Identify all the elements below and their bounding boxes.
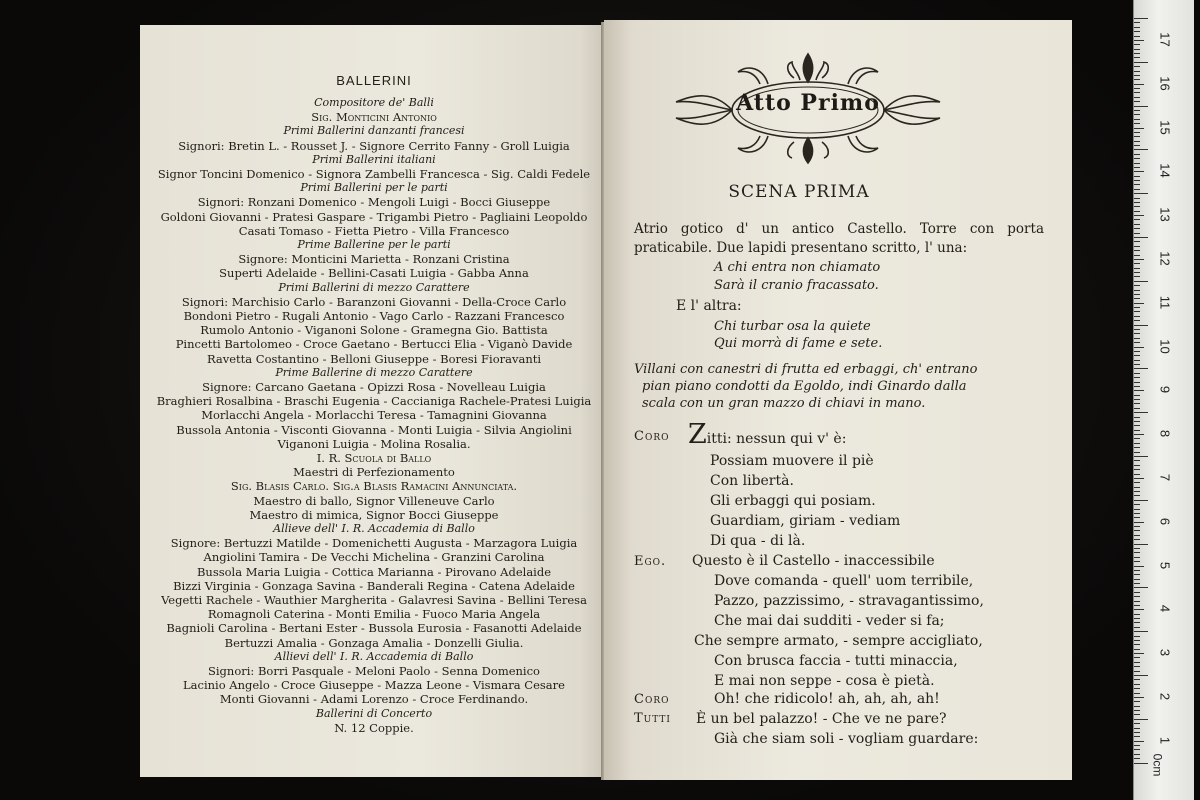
ruler-tick xyxy=(1134,303,1144,304)
ruler-tick xyxy=(1134,465,1140,466)
verse-line: Con libertà. xyxy=(710,473,794,489)
cast-section-heading: Primi Ballerini danzanti francesi xyxy=(283,124,465,138)
verse-line: Pazzo, pazzissimo, - stravagantissimo, xyxy=(714,593,984,609)
ruler-tick xyxy=(1134,347,1144,348)
ruler-tick xyxy=(1134,693,1140,694)
ruler-tick xyxy=(1134,447,1140,448)
verse-line: Possiam muovere il piè xyxy=(710,453,874,469)
speaker-coro: Coro xyxy=(634,692,670,707)
cast-line: N. 12 Coppie. xyxy=(334,720,414,735)
ruler-tick xyxy=(1134,469,1140,470)
cast-line: Signore: Carcano Gaetana - Opizzi Rosa - Novelleau Luigia xyxy=(202,380,546,394)
ruler-tick xyxy=(1134,132,1140,133)
ruler-label: 5 xyxy=(1157,561,1173,569)
verse-line: Oh! che ridicolo! ah, ah, ah, ah! xyxy=(714,691,940,707)
ruler-tick xyxy=(1134,294,1140,295)
ruler-tick xyxy=(1134,434,1144,435)
ruler-tick xyxy=(1134,609,1144,610)
ruler-tick xyxy=(1134,145,1140,146)
ruler-tick xyxy=(1134,605,1140,606)
ruler-tick xyxy=(1134,49,1140,50)
ruler-tick xyxy=(1134,491,1140,492)
ruler-tick xyxy=(1134,395,1140,396)
ruler-tick xyxy=(1134,75,1140,76)
ruler-label: 11 xyxy=(1157,295,1173,309)
ruler-tick xyxy=(1134,382,1140,383)
cast-line: Lacinio Angelo - Croce Giuseppe - Mazza Leone - Vismara Cesare xyxy=(183,678,565,693)
ruler-tick xyxy=(1134,601,1140,602)
ruler-tick xyxy=(1134,412,1148,413)
ruler-tick xyxy=(1134,425,1140,426)
ruler-tick xyxy=(1134,281,1148,282)
verse-line: Che sempre armato, - sempre accigliato, xyxy=(694,633,983,649)
ruler-tick xyxy=(1134,443,1140,444)
ruler-tick xyxy=(1134,263,1140,264)
ruler-tick xyxy=(1134,386,1140,387)
ruler-tick xyxy=(1134,184,1140,185)
scene-title: SCENA PRIMA xyxy=(728,182,870,202)
ruler-tick xyxy=(1134,44,1140,45)
cast-section-heading: Prime Ballerine per le parti xyxy=(297,238,451,251)
ruler-tick xyxy=(1134,360,1140,361)
ruler-tick xyxy=(1134,298,1140,299)
ruler-tick xyxy=(1134,141,1140,142)
ruler-tick xyxy=(1134,31,1140,32)
ruler-tick xyxy=(1134,430,1140,431)
verse-line: Questo è il Castello - inaccessibile xyxy=(692,553,935,569)
cast-line: Pincetti Bartolomeo - Croce Gaetano - Bertucci Elia - Viganò Davide xyxy=(175,337,573,352)
ruler-tick xyxy=(1134,649,1140,650)
verse-line: E mai non seppe - cosa è pietà. xyxy=(714,673,935,689)
ruler-tick xyxy=(1134,355,1140,356)
stage-direction-line-3: scala con un gran mazzo di chiavi in mano. xyxy=(642,396,926,411)
ruler-tick xyxy=(1134,88,1140,89)
ruler-tick xyxy=(1134,167,1140,168)
ruler-tick xyxy=(1134,539,1140,540)
ruler-tick xyxy=(1134,535,1140,536)
cast-line: Signori: Borri Pasquale - Meloni Paolo - Senna Domenico xyxy=(208,664,540,678)
ruler-tick xyxy=(1134,338,1140,339)
cast-line: Goldoni Giovanni - Pratesi Gaspare - Trigambi Pietro - Pagliaini Leopoldo xyxy=(160,209,588,224)
cast-line: Braghieri Rosalbina - Braschi Eugenia - Caccianiga Rachele-Pratesi Luigia xyxy=(156,394,592,409)
ruler-tick xyxy=(1134,684,1140,685)
ruler-label: 14 xyxy=(1157,163,1173,179)
ruler-tick xyxy=(1134,193,1148,194)
cast-section-heading: Allieve dell' I. R. Accademia di Ballo xyxy=(273,522,475,535)
cast-line: Ravetta Costantino - Belloni Giuseppe - Boresi Fioravanti xyxy=(206,351,542,366)
ruler-tick xyxy=(1134,228,1140,229)
ruler-tick xyxy=(1134,495,1140,496)
ruler-tick xyxy=(1134,246,1140,247)
verse-line: È un bel palazzo! - Che ve ne pare? xyxy=(696,711,947,727)
ruler-tick xyxy=(1134,403,1140,404)
ruler-label: 6 xyxy=(1157,517,1173,525)
ruler-tick xyxy=(1134,171,1144,172)
cast-line: Bizzi Virginia - Gonzaga Savina - Banderali Regina - Catena Adelaide xyxy=(173,578,575,593)
cast-line: Bertuzzi Amalia - Gonzaga Amalia - Donzelli Giulia. xyxy=(224,635,524,650)
left-page-heading: BALLERINI xyxy=(336,73,412,88)
cast-line: Maestro di mimica, Signor Bocci Giuseppe xyxy=(249,507,499,522)
inscription-2-line-2: Qui morrà di fame e sete. xyxy=(714,336,883,351)
cast-line: Rumolo Antonio - Viganoni Solone - Gramegna Gio. Battista xyxy=(200,323,548,338)
speaker-coro: Coro xyxy=(634,429,670,444)
cast-line: Signori: Ronzani Domenico - Mengoli Luigi - Bocci Giuseppe xyxy=(197,195,551,210)
cast-line: Bagnioli Carolina - Bertani Ester - Bussola Eurosia - Fasanotti Adelaide xyxy=(166,621,582,636)
ruler-label: 2 xyxy=(1157,692,1173,700)
ruler-tick xyxy=(1134,57,1140,58)
ruler-tick xyxy=(1134,754,1140,755)
ruler-tick xyxy=(1134,237,1148,238)
ruler-tick xyxy=(1134,732,1140,733)
verse-line: Che mai dai sudditi - veder si fa; xyxy=(714,613,945,629)
ruler-tick xyxy=(1134,224,1140,225)
ruler-tick xyxy=(1134,749,1140,750)
ruler-tick xyxy=(1134,706,1140,707)
and-the-other-label: E l' altra: xyxy=(676,298,742,314)
ruler-tick xyxy=(1134,644,1140,645)
ruler-tick xyxy=(1134,552,1140,553)
ruler-tick xyxy=(1134,215,1144,216)
cast-line: I. R. Scuola di Ballo xyxy=(316,451,432,465)
ruler-tick xyxy=(1134,316,1140,317)
ruler-tick xyxy=(1134,66,1140,67)
ruler-tick xyxy=(1134,745,1140,746)
ruler-tick xyxy=(1134,79,1140,80)
ruler-tick xyxy=(1134,618,1140,619)
cast-line: Bussola Antonia - Visconti Giovanna - Monti Luigia - Silvia Angiolini xyxy=(176,422,572,437)
cast-section-heading: Compositore de' Balli xyxy=(314,96,434,109)
ruler-tick xyxy=(1134,36,1140,37)
ruler-tick xyxy=(1134,119,1140,120)
verse-line: Già che siam soli - vogliam guardare: xyxy=(714,731,979,747)
ruler-tick xyxy=(1134,592,1140,593)
ruler-tick xyxy=(1134,701,1140,702)
ruler-tick xyxy=(1134,714,1140,715)
cast-section-heading: Primi Ballerini di mezzo Carattere xyxy=(278,280,470,294)
verse-line: Di qua - di là. xyxy=(710,533,806,549)
ruler-tick xyxy=(1134,736,1140,737)
ruler-tick xyxy=(1134,62,1148,63)
ruler-tick xyxy=(1134,456,1148,457)
cast-line: Morlacchi Angela - Morlacchi Teresa - Tamagnini Giovanna xyxy=(201,408,547,423)
ruler-tick xyxy=(1134,149,1148,150)
cast-line: Signore: Bertuzzi Matilde - Domenichetti Augusta - Marzagora Luigia xyxy=(170,536,578,551)
ruler-label: 1 xyxy=(1157,736,1173,744)
ruler-tick xyxy=(1134,566,1144,567)
ruler-tick xyxy=(1134,758,1140,759)
ruler-tick xyxy=(1134,211,1140,212)
ruler-tick xyxy=(1134,583,1140,584)
stage-direction-line-1: Villani con canestri di frutta ed erbaggi, ch' entrano xyxy=(634,362,978,377)
ruler-tick xyxy=(1134,250,1140,251)
cast-section-heading: Primi Ballerini per le parti xyxy=(300,181,448,195)
ruler-label: 4 xyxy=(1157,605,1173,613)
cast-section-heading: Prime Ballerine di mezzo Carattere xyxy=(275,365,473,379)
ruler-tick xyxy=(1134,548,1140,549)
ruler-tick xyxy=(1134,653,1144,654)
speaker-tutti: Tutti xyxy=(634,711,671,726)
ruler-tick xyxy=(1134,325,1148,326)
cast-line: Superti Adelaide - Bellini-Casati Luigia - Gabba Anna xyxy=(219,266,529,281)
ruler-tick xyxy=(1134,40,1144,41)
ruler-tick xyxy=(1134,675,1148,676)
ruler-label: 3 xyxy=(1157,648,1173,657)
ruler-tick xyxy=(1134,438,1140,439)
cast-line: Bussola Maria Luigia - Cottica Marianna - Pirovano Adelaide xyxy=(196,564,552,579)
ruler-tick xyxy=(1134,368,1148,369)
ruler-tick xyxy=(1134,390,1144,391)
ruler-unit-label: 0cm xyxy=(1150,753,1165,777)
ruler-tick xyxy=(1134,123,1140,124)
verse-line: Dove comanda - quell' uom terribile, xyxy=(714,573,974,589)
ruler-tick xyxy=(1134,241,1140,242)
ruler-tick xyxy=(1134,154,1140,155)
ruler-tick xyxy=(1134,666,1140,667)
cast-section-heading: Allievi dell' I. R. Accademia di Ballo xyxy=(274,649,474,663)
ruler-tick xyxy=(1134,136,1140,137)
stage-direction-line-2: pian piano condotti da Egoldo, indi Ginardo dalla xyxy=(642,379,967,394)
ruler-tick xyxy=(1134,662,1140,663)
ruler-tick xyxy=(1134,329,1140,330)
cast-line: Casati Tomaso - Fietta Pietro - Villa Francesco xyxy=(238,223,510,238)
ruler-tick xyxy=(1134,636,1140,637)
ruler-tick xyxy=(1134,18,1148,19)
ruler-tick xyxy=(1134,579,1140,580)
ruler-tick xyxy=(1134,128,1144,129)
ruler-tick xyxy=(1134,460,1140,461)
cast-line: Signori: Marchisio Carlo - Baranzoni Giovanni - Della-Croce Carlo xyxy=(181,294,567,309)
ruler-label: 10 xyxy=(1157,338,1173,354)
ruler-tick xyxy=(1134,320,1140,321)
ruler-tick xyxy=(1134,478,1144,479)
verse-line: Gli erbaggi qui posiam. xyxy=(710,493,876,509)
ruler-tick xyxy=(1134,233,1140,234)
ruler-tick xyxy=(1134,657,1140,658)
ruler-label: 17 xyxy=(1157,32,1173,47)
ruler-tick xyxy=(1134,530,1140,531)
ruler-label: 15 xyxy=(1157,119,1173,135)
cast-section-heading: Primi Ballerini italiani xyxy=(312,152,436,166)
ruler-tick xyxy=(1134,53,1140,54)
ruler-tick xyxy=(1134,557,1140,558)
ruler-tick xyxy=(1134,399,1140,400)
inscription-1-line-2: Sarà il cranio fracassato. xyxy=(714,278,879,293)
ruler-tick xyxy=(1134,487,1140,488)
ruler-tick xyxy=(1134,259,1144,260)
inscription-1-line-1: A chi entra non chiamato xyxy=(714,260,881,275)
ruler-tick xyxy=(1134,504,1140,505)
ruler-tick xyxy=(1134,500,1148,501)
ruler-tick xyxy=(1134,728,1140,729)
ruler-tick xyxy=(1134,574,1140,575)
ruler-tick xyxy=(1134,622,1140,623)
cast-line: Signor Toncini Domenico - Signora Zambelli Francesca - Sig. Caldi Fedele xyxy=(157,167,591,181)
ruler-tick xyxy=(1134,517,1140,518)
ruler-tick xyxy=(1134,206,1140,207)
cast-line: Angiolini Tamira - De Vecchi Michelina - Granzini Carolina xyxy=(203,550,545,565)
ruler-tick xyxy=(1134,723,1140,724)
cast-line: Signori: Bretin L. - Rousset J. - Signore Cerrito Fanny - Groll Luigia xyxy=(178,138,570,153)
ruler-tick xyxy=(1134,544,1148,545)
verse-line: Con brusca faccia - tutti minaccia, xyxy=(714,653,958,669)
ruler-label: 16 xyxy=(1157,75,1173,91)
ruler-tick xyxy=(1134,106,1148,107)
ruler-label: 8 xyxy=(1157,429,1173,438)
ruler-tick xyxy=(1134,421,1140,422)
ruler-tick xyxy=(1134,255,1140,256)
ruler-tick xyxy=(1134,101,1140,102)
measuring-ruler xyxy=(1133,0,1194,800)
ruler-tick xyxy=(1134,631,1148,632)
cast-line: Sig. Monticini Antonio xyxy=(311,110,437,125)
ruler-tick xyxy=(1134,570,1140,571)
ruler-tick xyxy=(1134,513,1140,514)
ruler-tick xyxy=(1134,452,1140,453)
ruler-tick xyxy=(1134,285,1140,286)
ruler-tick xyxy=(1134,163,1140,164)
right-page xyxy=(604,20,1072,780)
ruler-tick xyxy=(1134,311,1140,312)
ruler-tick xyxy=(1134,92,1140,93)
ruler-tick xyxy=(1134,373,1140,374)
ruler-label: 7 xyxy=(1157,473,1173,481)
ruler-tick xyxy=(1134,587,1148,588)
ruler-tick xyxy=(1134,710,1140,711)
left-page xyxy=(140,25,608,777)
cast-line: Maestro di ballo, Signor Villeneuve Carlo xyxy=(253,493,495,508)
ruler-label: 12 xyxy=(1157,251,1173,266)
ruler-tick xyxy=(1134,526,1140,527)
ruler-tick xyxy=(1134,276,1140,277)
ruler-tick xyxy=(1134,697,1144,698)
act-title: Atto Primo xyxy=(736,90,880,116)
inscription-2-line-1: Chi turbar osa la quiete xyxy=(714,319,871,334)
ruler-tick xyxy=(1134,417,1140,418)
cast-line: Bondoni Pietro - Rugali Antonio - Vago Carlo - Razzani Francesco xyxy=(183,309,565,323)
ruler-tick xyxy=(1134,741,1144,742)
ruler-tick xyxy=(1134,114,1140,115)
ruler-tick xyxy=(1134,84,1144,85)
cast-section-heading: Ballerini di Concerto xyxy=(315,706,433,720)
ruler-tick xyxy=(1134,268,1140,269)
drop-cap: Z xyxy=(688,419,707,450)
ruler-tick xyxy=(1134,198,1140,199)
ruler-tick xyxy=(1134,482,1140,483)
ruler-tick xyxy=(1134,679,1140,680)
ruler-tick xyxy=(1134,27,1140,28)
ruler-tick xyxy=(1134,342,1140,343)
ruler-tick xyxy=(1134,333,1140,334)
speaker-egoldo: Ego. xyxy=(634,554,667,569)
ruler-tick xyxy=(1134,640,1140,641)
verse-line: Zitti: nessun qui v' è: xyxy=(688,419,847,450)
cast-line: Maestri di Perfezionamento xyxy=(293,465,455,480)
ruler-tick xyxy=(1134,627,1140,628)
ruler-tick xyxy=(1134,364,1140,365)
ruler-tick xyxy=(1134,290,1140,291)
cast-line: Romagnoli Caterina - Monti Emilia - Fuoco Maria Angela xyxy=(207,607,541,622)
ruler-tick xyxy=(1134,671,1140,672)
ruler-tick xyxy=(1134,307,1140,308)
scene-setting: Atrio gotico d' un antico Castello. Torre con porta praticabile. Due lapidi presentano scritto, l' una: xyxy=(634,221,1044,256)
ruler-tick xyxy=(1134,719,1148,720)
ruler-tick xyxy=(1134,763,1148,764)
ruler-tick xyxy=(1134,180,1140,181)
ruler-tick xyxy=(1134,408,1140,409)
ruler-tick xyxy=(1134,561,1140,562)
cast-line: Monti Giovanni - Adami Lorenzo - Croce Ferdinando. xyxy=(219,692,529,707)
ruler-tick xyxy=(1134,110,1140,111)
ruler-tick xyxy=(1134,71,1140,72)
ruler-tick xyxy=(1134,22,1140,23)
ruler-tick xyxy=(1134,158,1140,159)
ruler-tick xyxy=(1134,272,1140,273)
ruler-tick xyxy=(1134,377,1140,378)
ruler-tick xyxy=(1134,219,1140,220)
ruler-tick xyxy=(1134,522,1144,523)
ruler-tick xyxy=(1134,202,1140,203)
ruler-tick xyxy=(1134,474,1140,475)
ruler-tick xyxy=(1134,688,1140,689)
verse-line: Guardiam, giriam - vediam xyxy=(710,513,901,529)
ruler-tick xyxy=(1134,596,1140,597)
ruler-tick xyxy=(1134,176,1140,177)
ruler-tick xyxy=(1134,509,1140,510)
cast-line: Sig. Blasis Carlo. Sig.a Blasis Ramacini Annunciata. xyxy=(230,479,518,494)
ruler-tick xyxy=(1134,189,1140,190)
ruler-label: 9 xyxy=(1157,386,1173,394)
cast-line: Viganoni Luigia - Molina Rosalia. xyxy=(277,436,471,451)
cast-line: Vegetti Rachele - Wauthier Margherita - Galavresi Savina - Bellini Teresa xyxy=(161,593,587,607)
ruler-tick xyxy=(1134,97,1140,98)
ruler-tick xyxy=(1134,614,1140,615)
cast-line: Signore: Monticini Marietta - Ronzani Cristina xyxy=(238,252,510,267)
ruler-tick xyxy=(1134,351,1140,352)
ruler-label: 13 xyxy=(1157,207,1173,222)
